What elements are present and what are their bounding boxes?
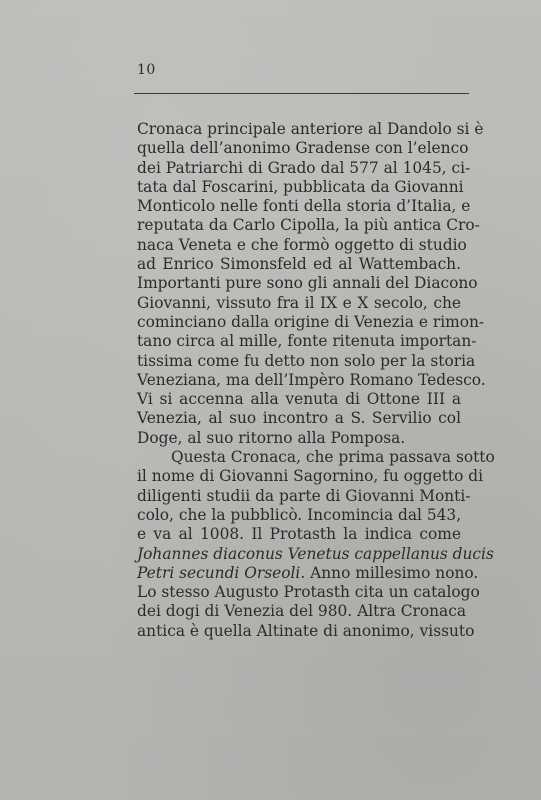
text-line-italic: Johannes diaconus Venetus cappellanus ducis [137,544,494,563]
text-line: Cronaca principale anteriore al Dandolo si è [137,120,484,138]
text-line: Importanti pure sono gli annali del Diacono [137,274,478,293]
text-line: Giovanni, vissuto fra il IX e X secolo, che [137,293,461,312]
text-line: Lo stesso Augusto Protasth cita un catalogo [137,583,480,602]
text-line: colo, che la pubblicò. Incomincia dal 543, [137,505,462,524]
text-line: tata dal Foscarini, pubblicata da Giovanni [137,177,464,196]
text-line: Doge, al suo ritorno alla Pomposa. [137,428,406,447]
text-line-mixed [137,563,479,583]
text-line: quella dell’anonimo Gradense con l’elenco [137,139,469,158]
text-line: Veneziana, ma dell’Impèro Romano Tedesco. [137,370,486,389]
text-fragment-italic: Petri secundi Orseoli. [137,563,306,582]
text-line: Vi si accenna alla venuta di Ottone III a [137,390,461,409]
body-text [137,120,495,641]
text-line: tano circa al mille, fonte ritenuta importan- [137,332,477,351]
text-line: diligenti studii da parte di Giovanni Monti- [137,486,471,505]
text-line: ad Enrico Simonsfeld ed al Wattembach. [137,255,461,274]
text-line: il nome di Giovanni Sagornino, fu oggetto di [137,467,484,486]
text-line: dei dogi di Venezia del 980. Altra Cronaca [137,602,467,621]
text-line: Monticolo nelle fonti della storia d’Italia, e [137,197,471,216]
text-line: antica è quella Altinate di anonimo, vissuto [137,621,475,640]
text-fragment: Anno millesimo nono. [310,563,479,582]
text-line: tissima come fu detto non solo per la storia [137,351,476,370]
text-line: cominciano dalla origine di Venezia e rimon- [137,312,485,331]
text-line: naca Veneta e che formò oggetto di studio [137,235,467,254]
text-line: e va al 1008. Il Protasth la indica come [137,525,461,544]
header-rule [134,93,469,94]
page-number: 10 [137,62,156,78]
text-line: Venezia, al suo incontro a S. Servilio col [137,409,461,428]
text-line: reputata da Carlo Cipolla, la più antica Cro- [137,216,480,235]
text-line: Questa Cronaca, che prima passava sotto [171,448,495,467]
text-line: dei Patriarchi di Grado dal 577 al 1045, ci- [137,158,471,177]
